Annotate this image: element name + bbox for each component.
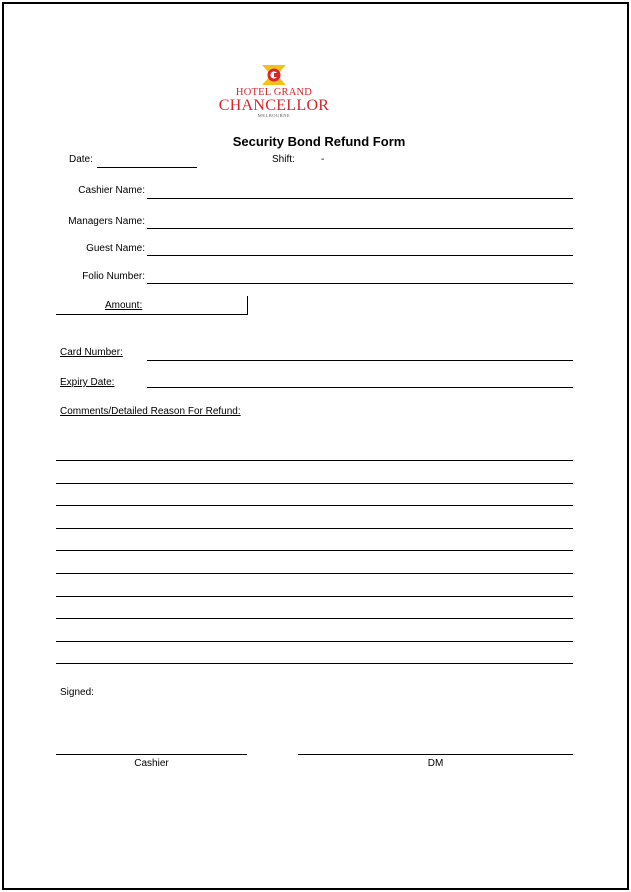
- comments-line[interactable]: [56, 618, 573, 619]
- folio-number-field[interactable]: [147, 283, 573, 284]
- guest-name-label: Guest Name:: [86, 243, 145, 254]
- guest-name-field[interactable]: [147, 255, 573, 256]
- comments-line[interactable]: [56, 641, 573, 642]
- expiry-date-label: Expiry Date:: [60, 377, 115, 388]
- comments-line[interactable]: [56, 663, 573, 664]
- cashier-signature-line[interactable]: [56, 754, 247, 755]
- logo-melbourne: MELBOURNE: [257, 113, 291, 118]
- form-page: [2, 2, 629, 890]
- logo-chancellor: CHANCELLOR: [218, 97, 330, 114]
- comments-line[interactable]: [56, 505, 573, 506]
- signed-label: Signed:: [60, 687, 94, 698]
- folio-number-label: Folio Number:: [82, 271, 145, 282]
- hotel-logo: [214, 62, 334, 120]
- date-field[interactable]: [97, 167, 197, 168]
- managers-name-label: Managers Name:: [68, 216, 145, 227]
- shift-label: Shift:: [272, 154, 295, 165]
- comments-line[interactable]: [56, 460, 573, 461]
- comments-line[interactable]: [56, 528, 573, 529]
- date-label: Date:: [69, 154, 93, 165]
- dm-signature-line[interactable]: [298, 754, 573, 755]
- cashier-name-field[interactable]: [147, 198, 573, 199]
- chancellor-emblem-icon: [260, 64, 288, 86]
- comments-line[interactable]: [56, 483, 573, 484]
- cashier-signature-label: Cashier: [134, 758, 169, 769]
- dm-signature-label: DM: [427, 758, 444, 769]
- card-number-label: Card Number:: [60, 347, 123, 358]
- comments-label: Comments/Detailed Reason For Refund:: [60, 406, 241, 417]
- amount-divider: [247, 296, 248, 315]
- cashier-name-label: Cashier Name:: [78, 185, 145, 196]
- amount-field[interactable]: [56, 314, 248, 315]
- comments-line[interactable]: [56, 596, 573, 597]
- comments-line[interactable]: [56, 550, 573, 551]
- managers-name-field[interactable]: [147, 228, 573, 229]
- expiry-date-field[interactable]: [147, 387, 573, 388]
- comments-line[interactable]: [56, 573, 573, 574]
- amount-label: Amount:: [105, 300, 143, 311]
- card-number-field[interactable]: [147, 360, 573, 361]
- logo-hotel-grand: HOTEL GRAND: [235, 87, 313, 98]
- form-title: Security Bond Refund Form: [232, 134, 406, 149]
- shift-value[interactable]: -: [321, 154, 325, 165]
